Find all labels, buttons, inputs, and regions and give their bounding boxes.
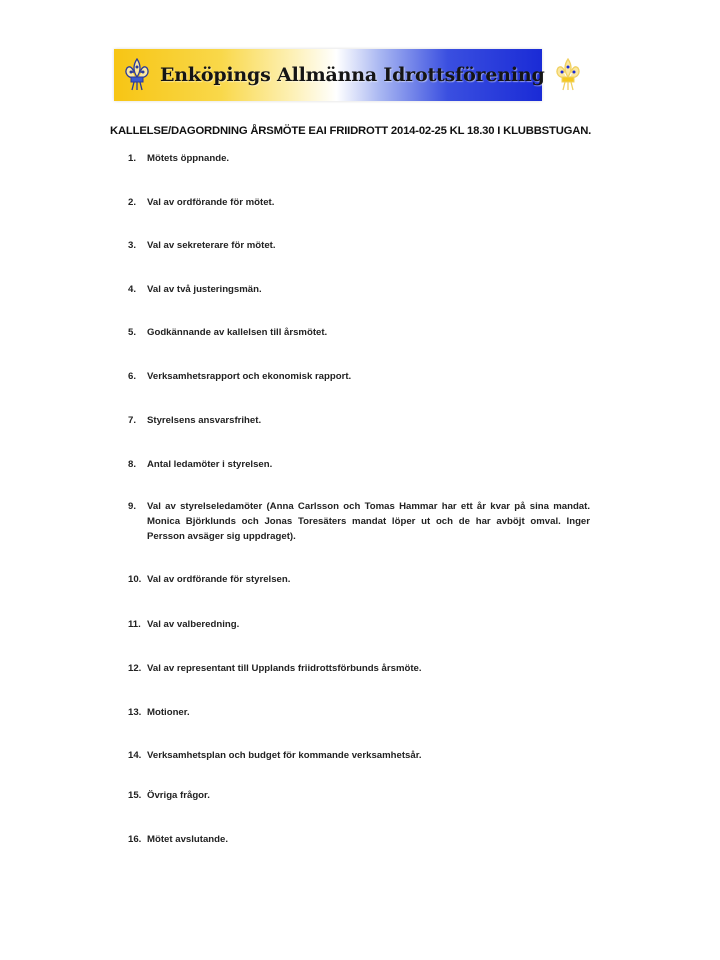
agenda-item bbox=[128, 499, 590, 544]
item-text: Mötets öppnande. bbox=[147, 153, 230, 164]
agenda-item bbox=[128, 705, 590, 720]
item-text: Övriga frågor. bbox=[147, 790, 210, 801]
agenda-item bbox=[128, 788, 590, 803]
agenda-item bbox=[128, 325, 590, 340]
item-number: 16. bbox=[128, 834, 142, 845]
item-text: Godkännande av kallelsen till årsmötet. bbox=[147, 327, 328, 338]
item-number: 2. bbox=[128, 197, 137, 208]
item-number: 7. bbox=[128, 415, 137, 426]
item-number: 3. bbox=[128, 240, 137, 251]
agenda-item bbox=[128, 748, 590, 763]
item-text: Val av styrelseledamöter (Anna Carlsson och Tomas Hammar har ett år kvar på sina mandat. Monica Björklunds och Jonas Toresäters mandat löper ut och de har avböjt omval. Inger Persson avsäger sig uppdraget). bbox=[147, 501, 590, 542]
item-number: 12. bbox=[128, 663, 142, 674]
fleur-de-lis-emblem-icon bbox=[553, 55, 583, 95]
item-text: Verksamhetsrapport och ekonomisk rapport. bbox=[147, 371, 352, 382]
item-text: Val av sekreterare för mötet. bbox=[147, 240, 276, 251]
item-number: 5. bbox=[128, 327, 137, 338]
agenda-item bbox=[128, 238, 590, 253]
agenda-item bbox=[128, 282, 590, 297]
agenda-item bbox=[128, 572, 590, 587]
item-text: Motioner. bbox=[147, 707, 190, 718]
agenda-item bbox=[128, 617, 590, 632]
item-number: 6. bbox=[128, 371, 137, 382]
club-name: Enköpings Allmänna Idrottsförening bbox=[160, 64, 545, 86]
item-number: 13. bbox=[128, 707, 142, 718]
agenda-item bbox=[128, 661, 590, 676]
club-banner bbox=[114, 49, 545, 101]
item-text: Verksamhetsplan och budget för kommande verksamhetsår. bbox=[147, 750, 422, 761]
item-number: 11. bbox=[128, 619, 141, 630]
item-text: Styrelsens ansvarsfrihet. bbox=[147, 415, 262, 426]
agenda-item bbox=[128, 195, 590, 210]
item-text: Val av ordförande för styrelsen. bbox=[147, 574, 291, 585]
item-text: Val av två justeringsmän. bbox=[147, 284, 262, 295]
item-number: 15. bbox=[128, 790, 142, 801]
agenda-item bbox=[128, 151, 590, 166]
item-number: 10. bbox=[128, 574, 142, 585]
agenda-item bbox=[128, 369, 590, 384]
item-text: Mötet avslutande. bbox=[147, 834, 229, 845]
fleur-de-lis-emblem-icon bbox=[122, 55, 152, 95]
item-number: 4. bbox=[128, 284, 137, 295]
item-text: Val av valberedning. bbox=[147, 619, 240, 630]
item-text: Antal ledamöter i styrelsen. bbox=[147, 459, 273, 470]
item-number: 9. bbox=[128, 501, 137, 512]
agenda-item bbox=[128, 457, 590, 472]
item-number: 1. bbox=[128, 153, 137, 164]
item-text: Val av ordförande för mötet. bbox=[147, 197, 275, 208]
item-number: 14. bbox=[128, 750, 142, 761]
agenda-item bbox=[128, 413, 590, 428]
item-text: Val av representant till Upplands friidrottsförbunds årsmöte. bbox=[147, 663, 422, 674]
agenda-item bbox=[128, 832, 590, 847]
item-number: 8. bbox=[128, 459, 137, 470]
document-heading: KALLELSE/DAGORDNING ÅRSMÖTE EAI FRIIDROTT 2014-02-25 KL 18.30 I KLUBBSTUGAN. bbox=[110, 125, 592, 137]
